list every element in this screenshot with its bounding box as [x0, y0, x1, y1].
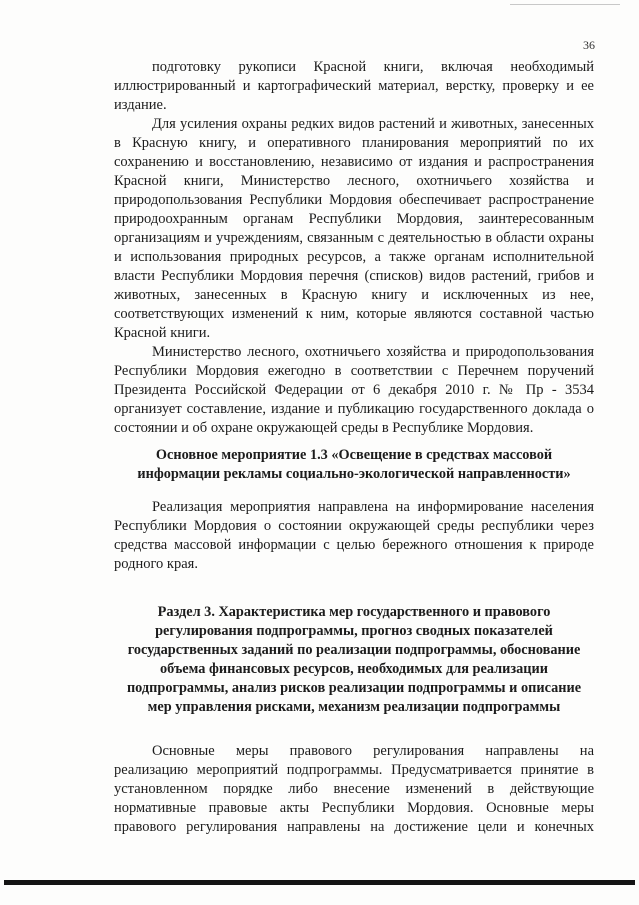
paragraph-red-book-distribution	[114, 115, 594, 343]
text-line: природопользования Республики Мордовия обеспечивает распространение	[114, 192, 594, 208]
text-line: Для усиления охраны редких видов растений и животных, занесенных	[152, 116, 594, 132]
heading-line: Раздел 3. Характеристика мер государственного и правового	[157, 604, 551, 620]
text-line: состоянии и об охране окружающей среды в Республике Мордовия.	[114, 420, 534, 436]
heading-line: Основное мероприятие 1.3 «Освещение в средствах массовой	[155, 447, 553, 463]
text-line: установленном порядке либо внесение изменений в действующие	[114, 781, 594, 797]
text-line: в Красную книгу, и оперативного планирования мероприятий по их	[114, 135, 594, 151]
text-line: Основные меры правового регулирования направлены на	[152, 743, 594, 759]
text-line: Красной книги, Министерство лесного, охотничьего хозяйства и	[114, 173, 594, 189]
heading-line: мер управления рисками, механизм реализации подпрограммы	[147, 699, 561, 715]
scan-artifact-line	[510, 4, 620, 5]
text-line: Реализация мероприятия направлена на информирование населения	[152, 499, 594, 515]
paragraph-media-informing	[114, 498, 594, 574]
text-line: власти Республики Мордовия перечня (списков) видов растений, грибов и	[114, 268, 594, 284]
text-line: соответствующих изменений к ним, которые являются составной частью	[114, 306, 594, 322]
heading-line: регулирования подпрограммы, прогноз сводных показателей	[155, 623, 553, 639]
text-line: иллюстрированный и картографический материал, верстку, проверку и ее	[114, 78, 594, 94]
heading-line: объема финансовых ресурсов, необходимых для реализации	[160, 661, 548, 677]
text-line: природоохранным органам Республики Мордовия, заинтересованным	[114, 211, 594, 227]
text-line: организациям и учреждениям, связанным с деятельностью в области охраны	[114, 230, 594, 246]
scan-bottom-bar	[4, 880, 635, 885]
paragraph-continuation	[114, 58, 594, 115]
heading-line: информации рекламы социально-экологической направленности»	[137, 466, 571, 482]
heading-line: государственных заданий по реализации подпрограммы, обоснование	[127, 642, 581, 658]
text-line: родного края.	[114, 556, 198, 572]
text-line: правового регулирования направлены на достижение цели и конечных	[114, 819, 594, 835]
text-line: реализацию мероприятий подпрограммы. Предусматривается принятие в	[114, 762, 594, 778]
text-line: Республики Мордовия ежегодно в соответствии с Перечнем поручений	[114, 363, 594, 379]
heading-line: подпрограммы, анализ рисков реализации подпрограммы и описание	[126, 680, 582, 696]
text-line: Республики Мордовия о состоянии окружающей среды республики через	[114, 518, 594, 534]
text-line: и использования природных ресурсов, а также органам исполнительной	[114, 249, 594, 265]
text-line: средства массовой информации с целью бережного отношения к природе	[114, 537, 594, 553]
section-heading-part-3	[114, 603, 594, 717]
text-line: Красной книги.	[114, 325, 211, 341]
text-line: Президента Российской Федерации от 6 декабря 2010 г. № Пр - 3534	[114, 382, 594, 398]
text-line: животных, занесенных в Красную книгу и исключенных из нее,	[114, 287, 594, 303]
text-line: организует составление, издание и публикацию государственного доклада о	[114, 401, 594, 417]
text-line: издание.	[114, 97, 167, 113]
text-line: Министерство лесного, охотничьего хозяйства и природопользования	[152, 344, 594, 360]
text-line: сохранению и восстановлению, независимо от издания и распространения	[114, 154, 594, 170]
paragraph-state-report	[114, 343, 594, 438]
paragraph-legal-regulation	[114, 742, 594, 837]
section-heading-measure-1-3	[114, 446, 594, 484]
page-number: 36	[583, 38, 595, 52]
text-line: подготовку рукописи Красной книги, включая необходимый	[152, 59, 594, 75]
text-line: нормативные правовые акты Республики Мордовия. Основные меры	[114, 800, 594, 816]
